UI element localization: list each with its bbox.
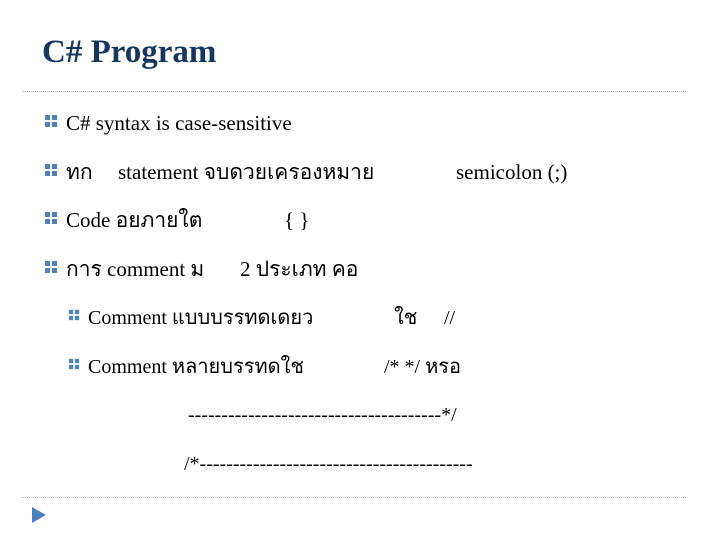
bullet-icon [44, 163, 58, 177]
sub-bullet-icon [68, 358, 80, 370]
bullet-text-part: semicolon (;) [456, 160, 568, 184]
slide-title: C# Program [42, 34, 217, 70]
bullet-text-part: การ comment ม [66, 257, 205, 281]
title-divider [22, 91, 686, 92]
bullet-text-part: statement จบดวยเครองหมาย [118, 160, 375, 184]
sub-bullet-text-part: Comment แบบบรรทดเดยว [88, 307, 314, 329]
footer-divider [22, 497, 686, 498]
bullet-text-part: { } [284, 208, 310, 232]
sub-bullet-text-part: // [444, 307, 456, 329]
bullet-icon [44, 211, 58, 225]
code-line: --------------------------------------*/ [188, 404, 457, 426]
bullet-icon [44, 260, 58, 274]
sub-bullet-icon [68, 309, 80, 321]
code-line: /*----------------------------------------- [184, 453, 473, 475]
next-slide-arrow-icon[interactable] [31, 506, 47, 524]
bullet-case-sensitive: C# syntax is case-sensitive [66, 111, 292, 135]
bullet-text-part: ทก [66, 160, 93, 184]
sub-bullet-text-part: Comment หลายบรรทดใช [88, 356, 304, 378]
bullet-icon [44, 114, 58, 128]
bullet-text-part: 2 ประเภท คอ [240, 257, 359, 281]
bullet-text-part: Code อยภายใต [66, 208, 203, 232]
sub-bullet-text-part: /* */ หรอ [384, 356, 462, 378]
sub-bullet-text-part: ใช [394, 307, 418, 329]
